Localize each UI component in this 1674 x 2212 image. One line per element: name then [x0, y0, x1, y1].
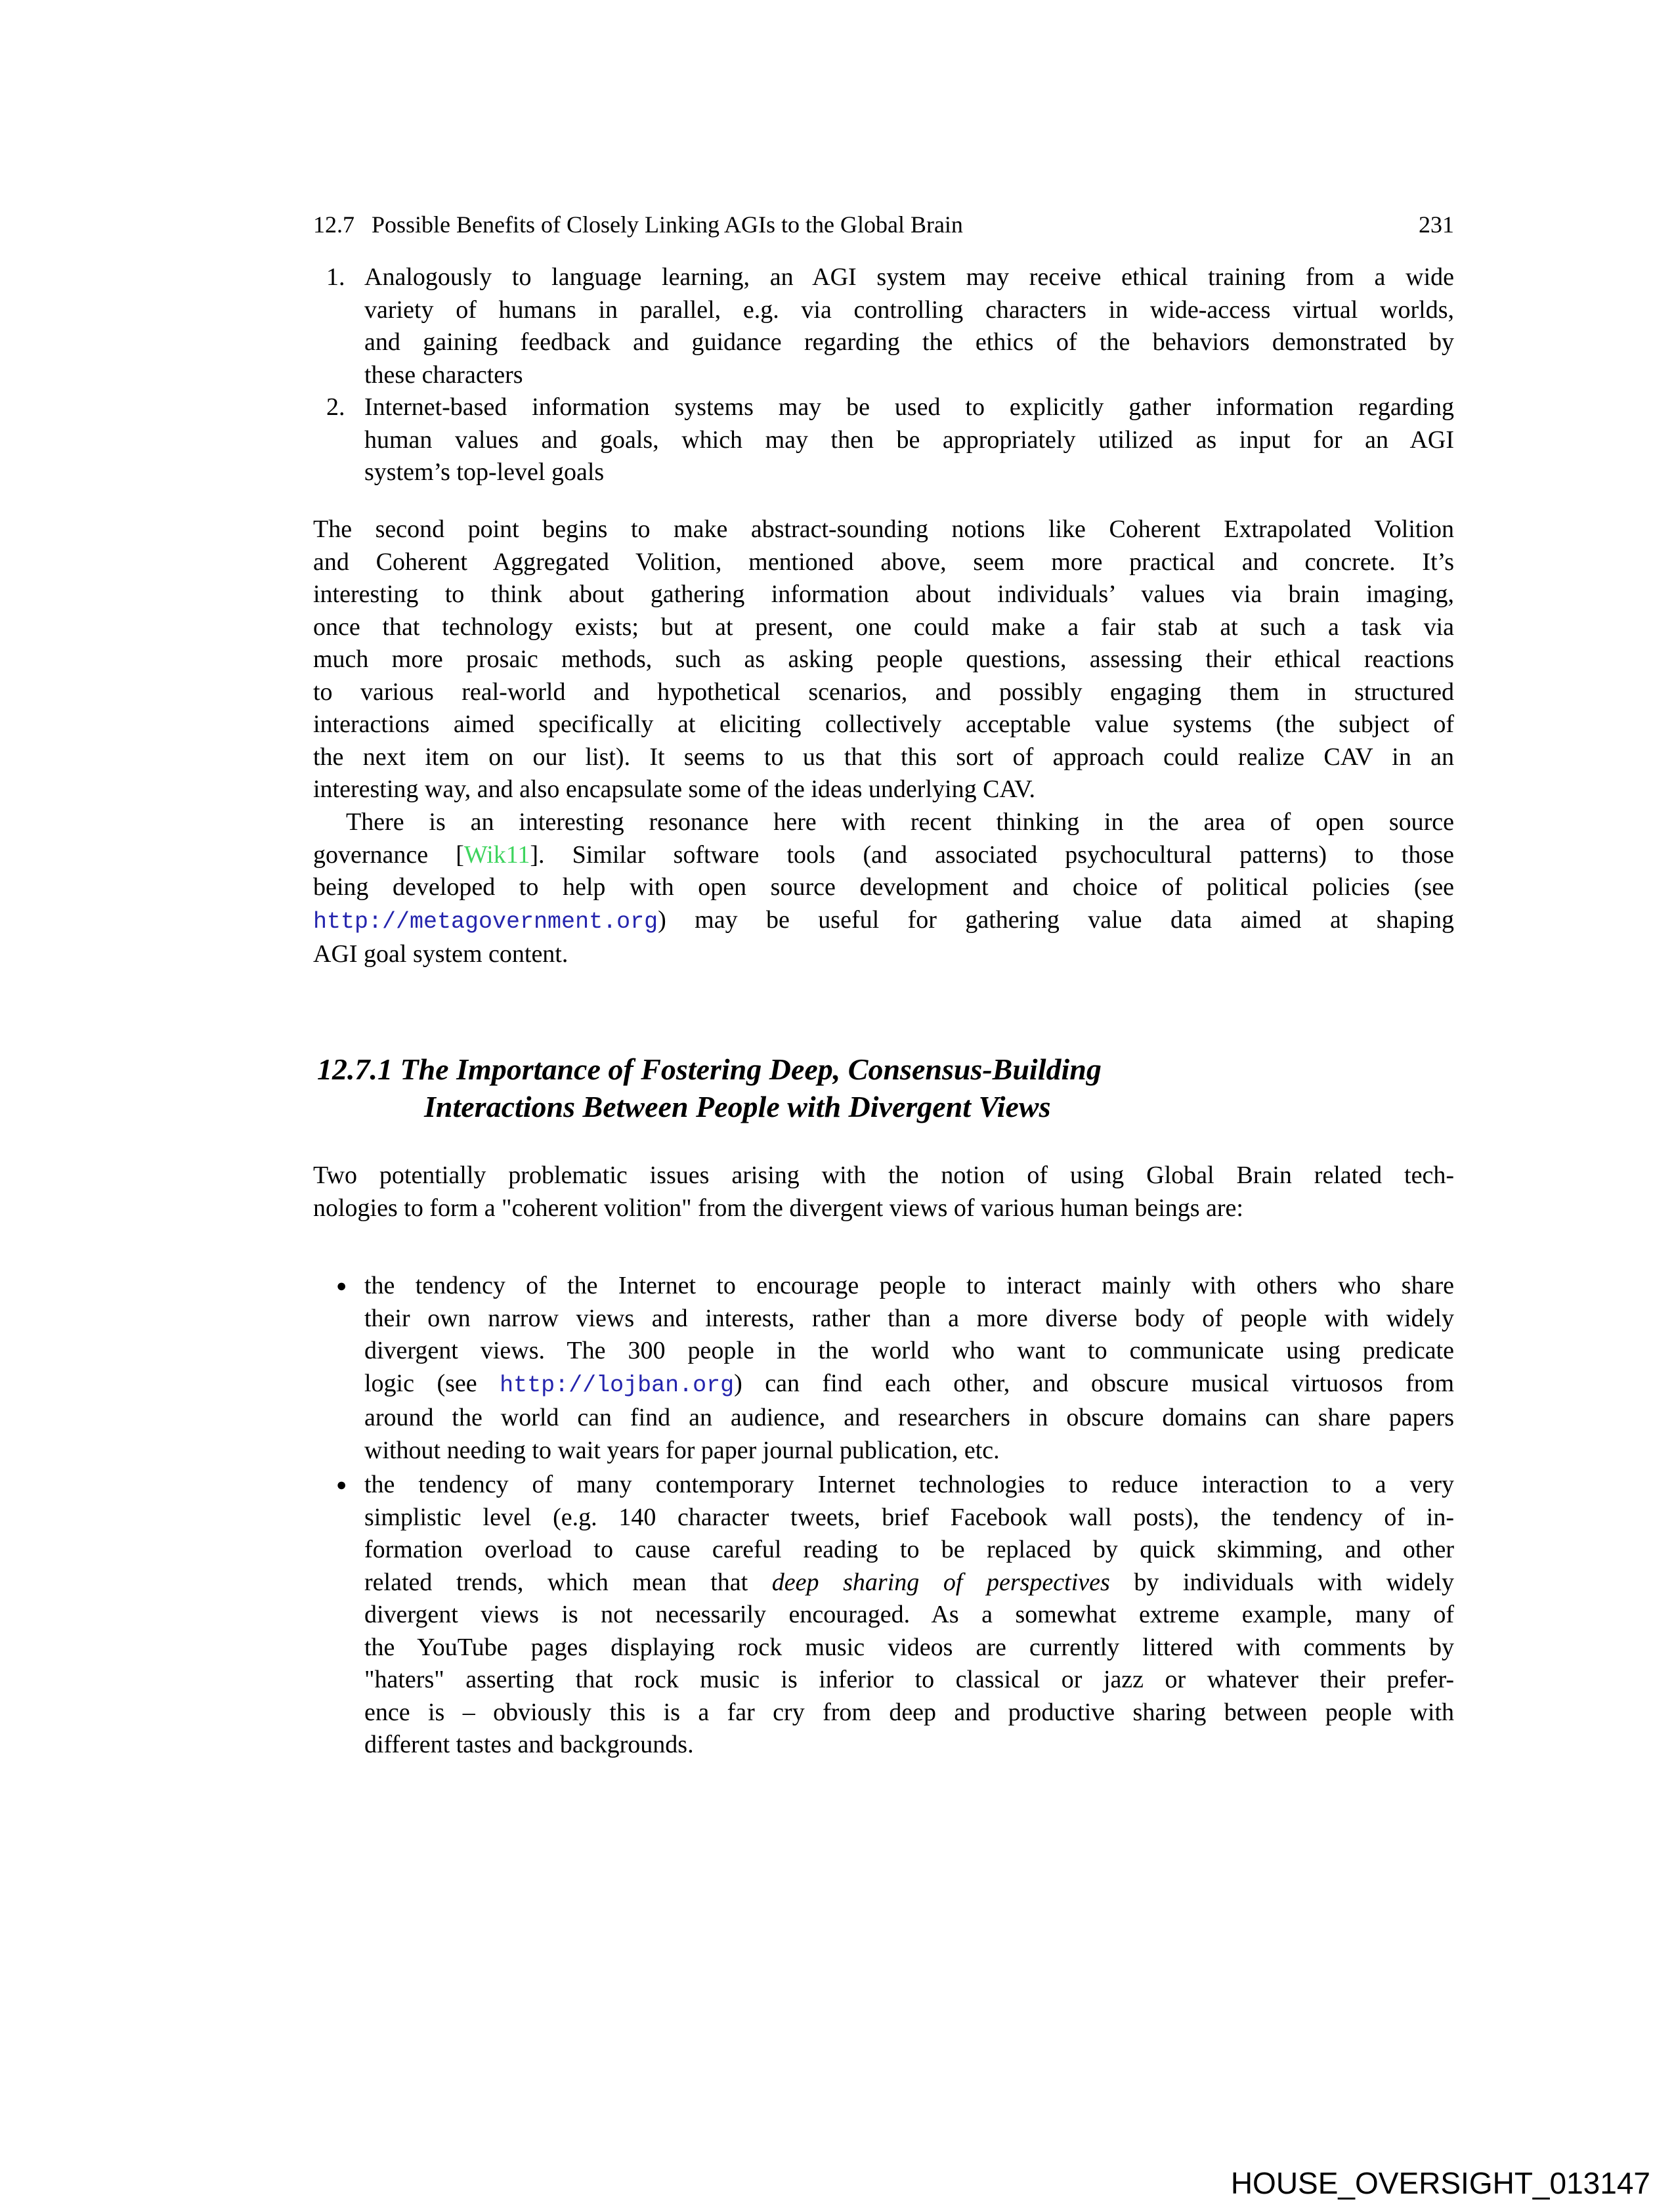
subsection-heading-line-1: 12.7.1 The Importance of Fostering Deep, Consensus-Building: [317, 1052, 1102, 1086]
body-paragraph-3: [313, 1160, 1454, 1225]
citation-wik11[interactable]: Wik11: [463, 840, 530, 869]
numbered-list: [313, 261, 1454, 489]
text-run: ) may be useful for gathering value data aimed at shaping: [658, 905, 1454, 934]
bullet-icon: ●: [336, 1276, 347, 1295]
text-run: by individuals with widely: [1109, 1568, 1455, 1596]
body-paragraph-1: [313, 513, 1454, 806]
text-line: [364, 261, 1454, 294]
text-line: [364, 1664, 1454, 1697]
text-run: their own narrow views and interests, rather than a more diverse body of people with widely: [364, 1304, 1454, 1332]
text-line: [364, 1567, 1454, 1599]
bullet-list-item-1: [313, 1270, 1454, 1467]
text-line: [313, 741, 1454, 774]
text-line: [313, 871, 1454, 904]
bullet-icon: ●: [336, 1475, 347, 1494]
text-line: [313, 708, 1454, 741]
text-line: [313, 904, 1454, 939]
text-line: [364, 1303, 1454, 1335]
numbered-list-item-1: [313, 261, 1454, 391]
text-line: [313, 513, 1454, 546]
text-line: [364, 391, 1454, 424]
link-lojban[interactable]: http://lojban.org: [500, 1372, 735, 1399]
text-line: [313, 1160, 1454, 1192]
subsection-heading: [317, 1051, 1454, 1125]
text-run: these characters: [364, 360, 523, 389]
text-run: logic (see: [364, 1369, 500, 1397]
text-run: "haters" asserting that rock music is inferior to classical or jazz or whatever their prefer-: [364, 1666, 1454, 1693]
text-line: [364, 1632, 1454, 1664]
text-line: [364, 1402, 1454, 1435]
bullet-list: [313, 1270, 1454, 1762]
list-number: 1.: [326, 263, 345, 291]
text-run: governance [: [313, 840, 464, 869]
text-run: related trends, which mean that: [364, 1568, 772, 1596]
running-header-title: [313, 210, 963, 239]
text-run: simplistic level (e.g. 140 character tweets, brief Facebook wall posts), the tendency of in-: [364, 1503, 1454, 1531]
text-line: [364, 1435, 1454, 1467]
link-metagovernment[interactable]: http://metagovernment.org: [313, 908, 658, 935]
text-line: [364, 1729, 1454, 1762]
text-run: to various real-world and hypothetical scenarios, and possibly engaging them in structured: [313, 678, 1454, 706]
text-run: The second point begins to make abstract-sounding notions like Coherent Extrapolated Volition: [313, 515, 1454, 543]
text-run: Analogously to language learning, an AGI system may receive ethical training from a wide: [364, 263, 1454, 291]
list-item-text: [364, 261, 1454, 391]
text-run: human values and goals, which may then be appropriately utilized as input for an AGI: [364, 425, 1454, 454]
text-line: [364, 326, 1454, 359]
text-run: Two potentially problematic issues arising with the notion of using Global Brain related tech-: [313, 1161, 1454, 1189]
text-run: There is an interesting resonance here with recent thinking in the area of open source: [346, 808, 1454, 836]
text-run: interesting way, and also encapsulate some of the ideas underlying CAV.: [313, 775, 1035, 803]
text-line: [364, 359, 1454, 392]
text-line: [364, 1270, 1454, 1303]
list-item-text: [364, 1469, 1454, 1762]
text-line: [313, 773, 1454, 806]
text-run: the tendency of many contemporary Internet technologies to reduce interaction to a very: [364, 1471, 1454, 1498]
text-line: [364, 424, 1454, 457]
text-line: [313, 938, 1454, 971]
text-run: variety of humans in parallel, e.g. via controlling characters in wide-access virtual worlds,: [364, 295, 1454, 324]
page-number: 231: [1419, 211, 1454, 238]
text-line: [313, 546, 1454, 579]
text-run: divergent views. The 300 people in the world who want to communicate using predicate: [364, 1337, 1454, 1364]
subsection-heading-line-2: Interactions Between People with Divergent Views: [424, 1090, 1051, 1123]
text-line: [313, 643, 1454, 676]
text-line: [364, 1469, 1454, 1502]
text-run: formation overload to cause careful reading to be replaced by quick skimming, and other: [364, 1536, 1454, 1563]
text-run: Internet-based information systems may be used to explicitly gather information regarding: [364, 393, 1454, 421]
text-run: the YouTube pages displaying rock music videos are currently littered with comments by: [364, 1633, 1454, 1661]
body-paragraph-2: [313, 806, 1454, 971]
watermark-label: HOUSE_OVERSIGHT_013147: [1230, 2166, 1650, 2200]
text-run: interactions aimed specifically at eliciting collectively acceptable value systems (the subject of: [313, 710, 1454, 738]
list-item-text: [364, 1270, 1454, 1467]
text-run: divergent views is not necessarily encouraged. As a somewhat extreme example, many of: [364, 1601, 1454, 1628]
text-line: [364, 294, 1454, 327]
text-run: the tendency of the Internet to encourage people to interact mainly with others who share: [364, 1272, 1454, 1299]
text-run: ) can find each other, and obscure musical virtuosos from: [734, 1369, 1455, 1397]
text-line: [313, 611, 1454, 644]
bullet-list-item-2: [313, 1469, 1454, 1762]
text-line: [364, 1368, 1454, 1402]
text-line: [313, 676, 1454, 709]
list-number: 2.: [326, 393, 345, 421]
text-run: AGI goal system content.: [313, 940, 569, 968]
numbered-list-item-2: [313, 391, 1454, 489]
text-line: [364, 1534, 1454, 1567]
text-run: and Coherent Aggregated Volition, mentioned above, seem more practical and concrete. It’s: [313, 548, 1454, 576]
text-run: interesting to think about gathering information about individuals’ values via brain imaging,: [313, 580, 1454, 608]
text-line: [364, 1502, 1454, 1534]
emphasized-text: deep sharing of perspectives: [771, 1568, 1110, 1596]
text-run: the next item on our list). It seems to us that this sort of approach could realize CAV in an: [313, 743, 1454, 771]
text-line: [313, 839, 1454, 872]
text-run: ]. Similar software tools (and associated psychocultural patterns) to those: [530, 840, 1454, 869]
text-run: ence is – obviously this is a far cry from deep and productive sharing between people with: [364, 1698, 1454, 1726]
section-number: 12.7: [313, 211, 354, 238]
text-line: [364, 1599, 1454, 1632]
text-run: much more prosaic methods, such as asking people questions, assessing their ethical reactions: [313, 645, 1454, 673]
text-line: [364, 1335, 1454, 1368]
running-header: [313, 210, 1454, 239]
text-run: and gaining feedback and guidance regarding the ethics of the behaviors demonstrated by: [364, 328, 1454, 356]
text-line: [313, 578, 1454, 611]
list-item-text: [364, 391, 1454, 489]
section-title: Possible Benefits of Closely Linking AGIs to the Global Brain: [372, 211, 963, 238]
text-line: [364, 456, 1454, 489]
text-run: being developed to help with open source development and choice of political policies (see: [313, 873, 1454, 901]
text-line: [364, 1697, 1454, 1729]
text-run: system’s top-level goals: [364, 458, 605, 486]
text-run: around the world can find an audience, and researchers in obscure domains can share papers: [364, 1404, 1454, 1431]
text-run: without needing to wait years for paper journal publication, etc.: [364, 1436, 1000, 1464]
text-line: [313, 806, 1454, 839]
text-run: different tastes and backgrounds.: [364, 1731, 694, 1758]
text-run: once that technology exists; but at present, one could make a fair stab at such a task via: [313, 613, 1454, 641]
text-line: [313, 1192, 1454, 1225]
text-run: nologies to form a "coherent volition" from the divergent views of various human beings are:: [313, 1194, 1243, 1222]
